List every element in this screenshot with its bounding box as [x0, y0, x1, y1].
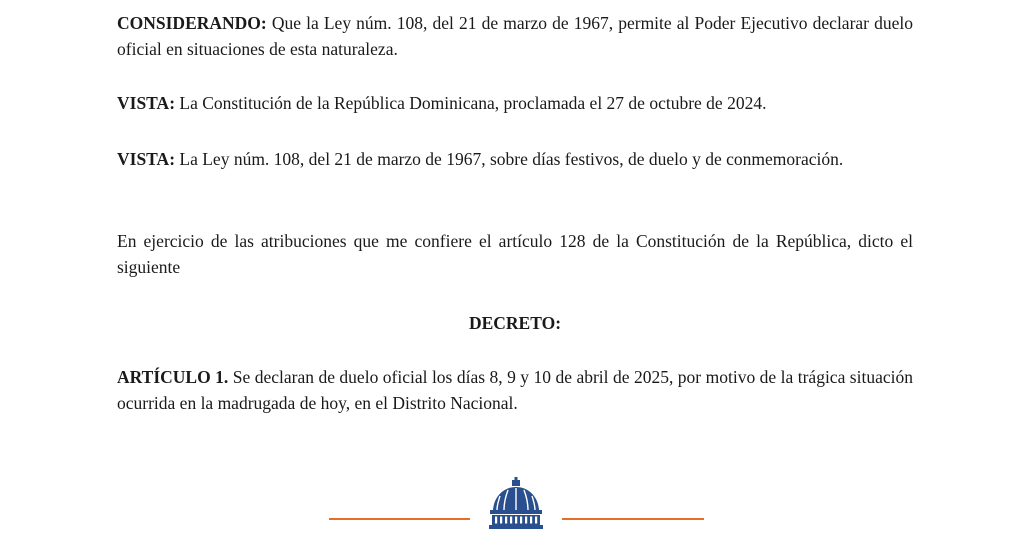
- articulo-1-label: ARTÍCULO 1.: [117, 367, 229, 387]
- articulo-1-paragraph: [117, 364, 913, 416]
- considerando-label: CONSIDERANDO:: [117, 13, 267, 33]
- vista-ley-label: VISTA:: [117, 149, 176, 169]
- footer-seal: [0, 474, 1024, 544]
- vista-constitucion-label: VISTA:: [117, 93, 176, 113]
- ejercicio-text: En ejercicio de las atribuciones que me confiere el artículo 128 de la Constitución de la República, dicto el siguiente: [117, 231, 913, 277]
- vista-ley-text: La Ley núm. 108, del 21 de marzo de 1967, sobre días festivos, de duelo y de conmemoración.: [175, 149, 844, 169]
- ejercicio-paragraph: [117, 228, 913, 280]
- footer-rule-left: [329, 518, 470, 520]
- vista-constitucion-text: La Constitución de la República Dominicana, proclamada el 27 de octubre de 2024.: [175, 93, 767, 113]
- considerando-paragraph: [117, 10, 913, 62]
- decreto-heading: DECRETO:: [468, 313, 562, 333]
- national-palace-dome-icon: [486, 476, 546, 530]
- vista-constitucion-paragraph: [117, 90, 913, 116]
- footer-rule-right: [562, 518, 704, 520]
- vista-ley-paragraph: [117, 146, 913, 172]
- articulo-1-text: Se declaran de duelo oficial los días 8, 9 y 10 de abril de 2025, por motivo de la trágica situación ocurrida en la madrugada de hoy, en el Distrito Nacional.: [117, 367, 913, 413]
- considerando-text: Que la Ley núm. 108, del 21 de marzo de 1967, permite al Poder Ejecutivo declarar duelo oficial en situaciones de esta naturaleza.: [117, 13, 913, 59]
